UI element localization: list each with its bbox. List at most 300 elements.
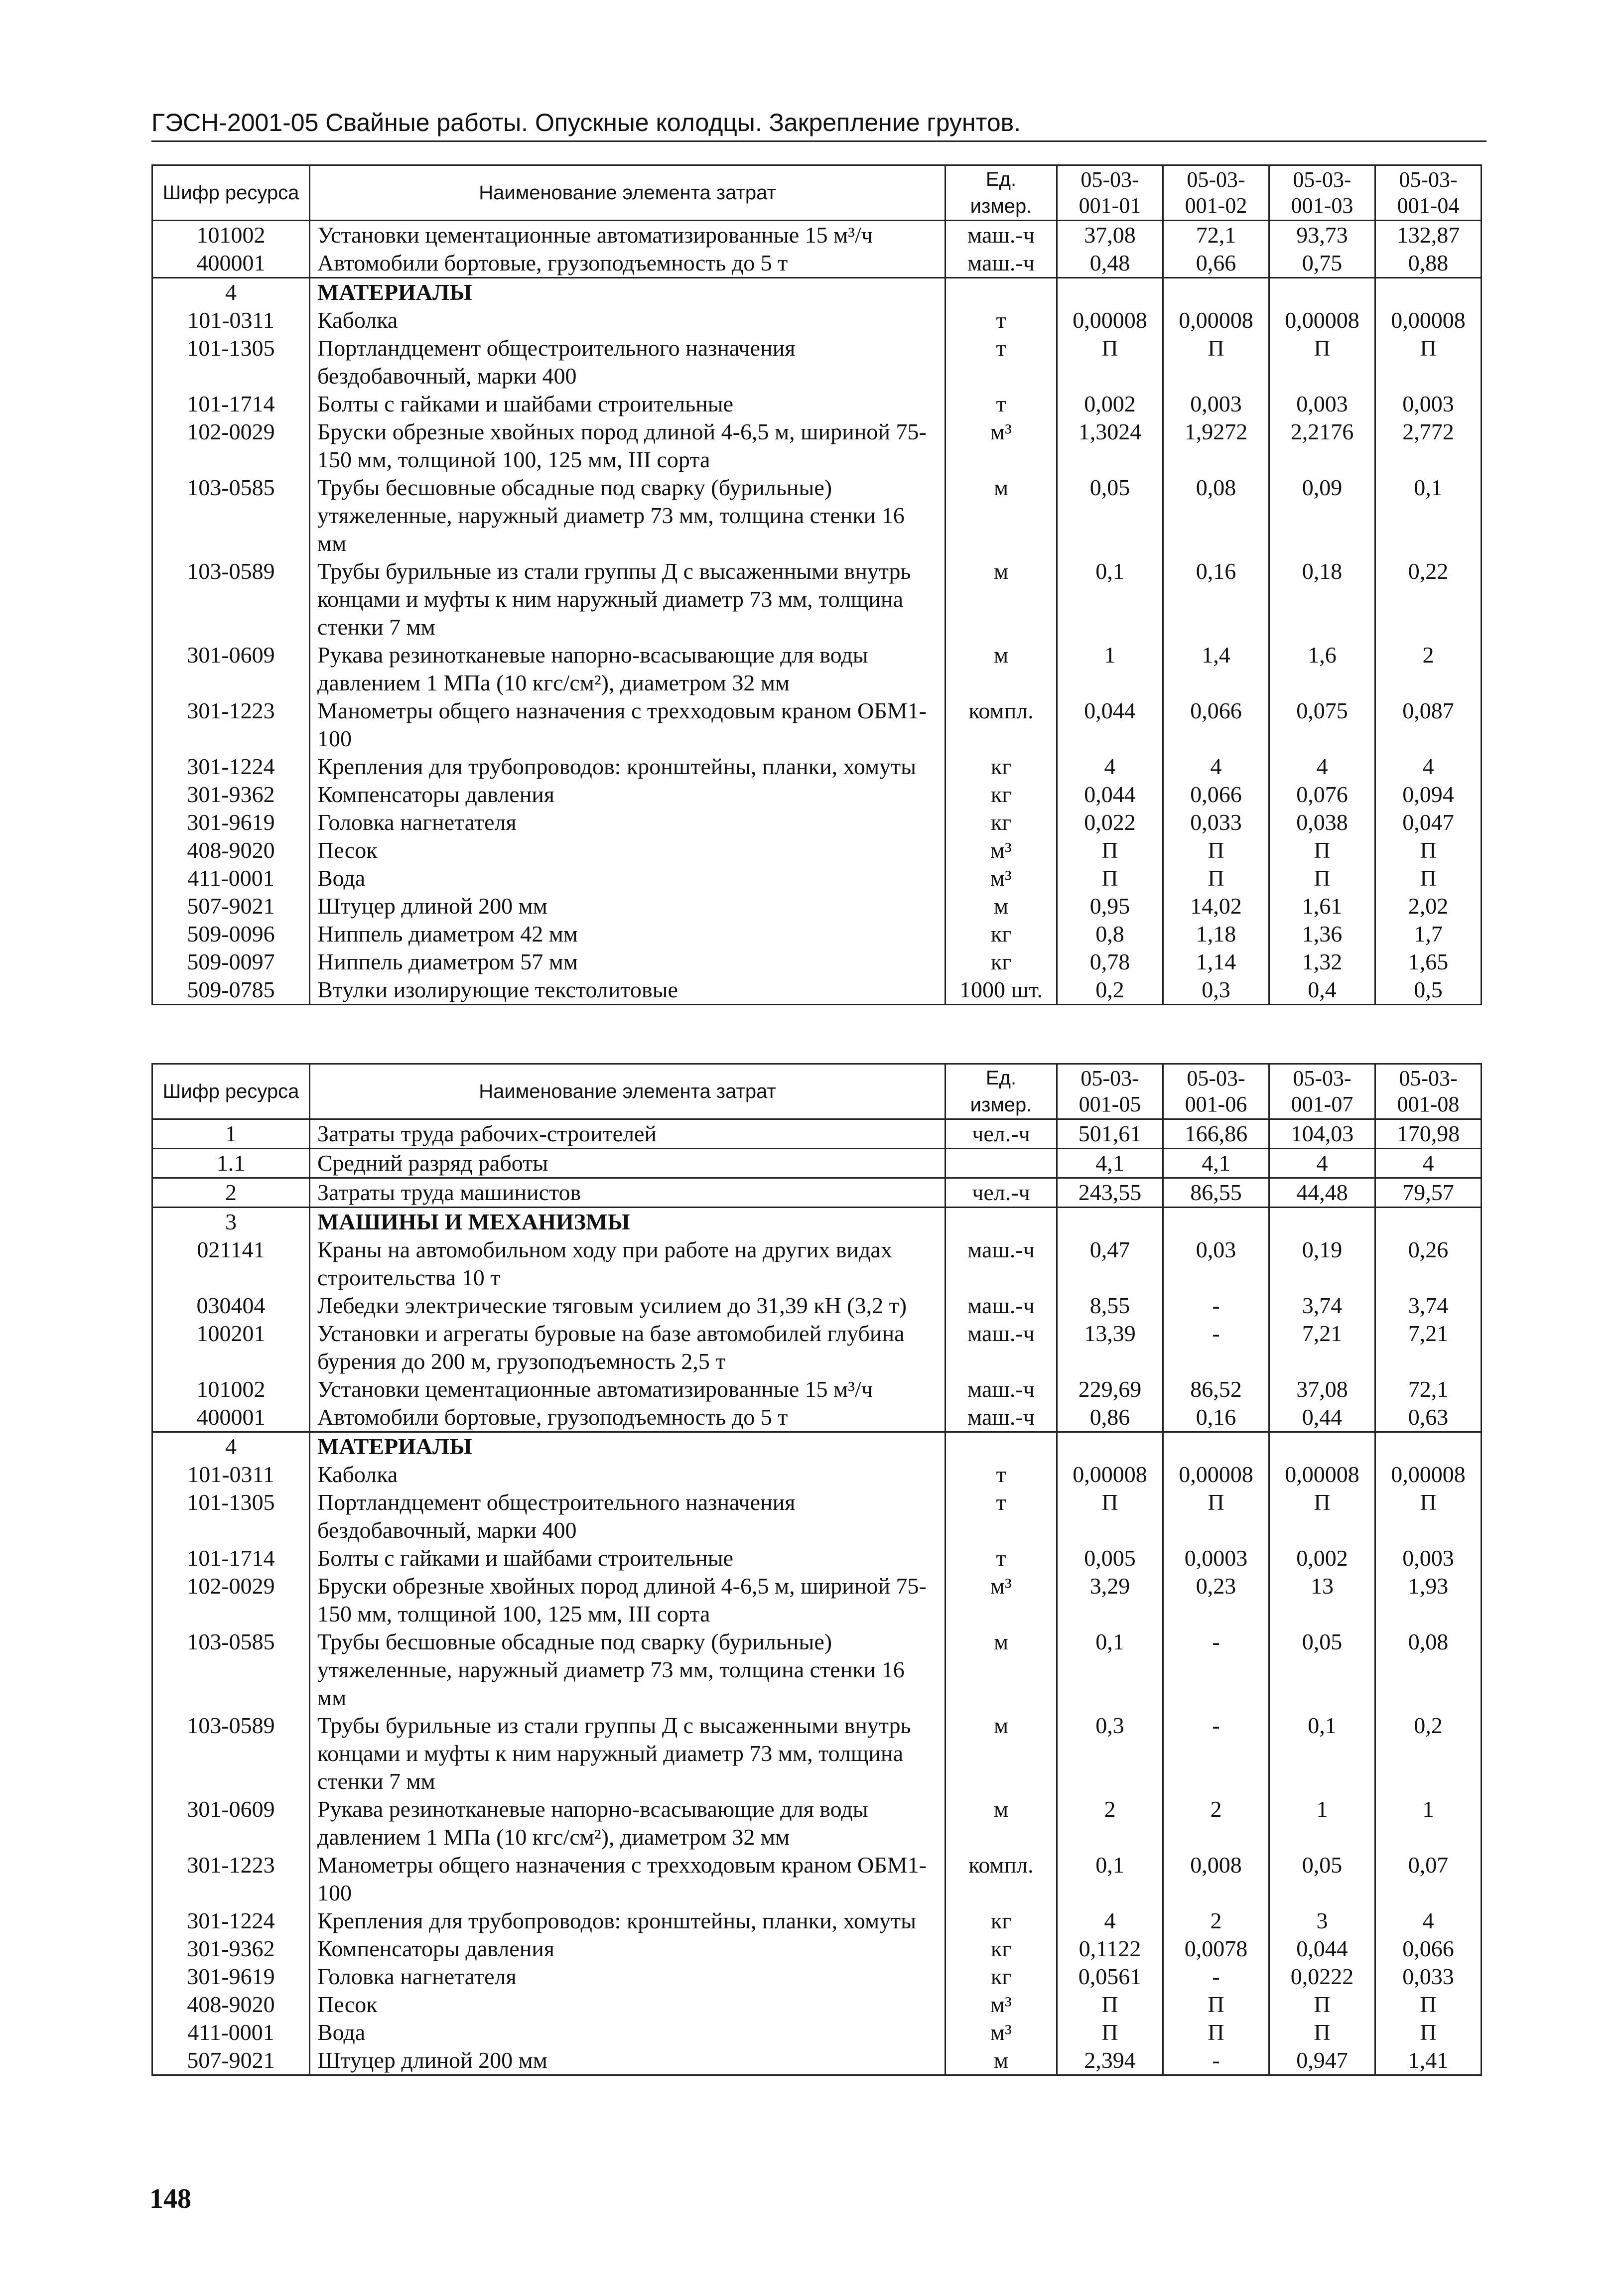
value-cell: П — [1269, 1991, 1375, 2019]
value-cell: 0,3 — [1057, 1712, 1163, 1795]
value-cell: 0,48 — [1057, 249, 1163, 278]
value-cell: 2 — [1163, 1795, 1269, 1851]
resource-code: 411-0001 — [152, 2019, 310, 2046]
unit-of-measure: маш.-ч — [946, 1403, 1057, 1432]
unit-of-measure: т — [946, 306, 1057, 334]
value-cell: 0,0078 — [1163, 1935, 1269, 1963]
value-cell: 0,00008 — [1057, 1461, 1163, 1488]
value-cell: 0,044 — [1269, 1935, 1375, 1963]
resource-code: 4 — [152, 278, 310, 307]
value-cell: 0,947 — [1269, 2046, 1375, 2075]
value-cell: П — [1269, 1488, 1375, 1544]
value-cell: 0,18 — [1269, 557, 1375, 641]
resource-code: 101002 — [152, 221, 310, 250]
table-row — [152, 976, 1482, 1005]
value-cell: 0,075 — [1269, 697, 1375, 753]
value-cell: 0,044 — [1057, 781, 1163, 809]
table-row — [152, 781, 1482, 809]
value-cell: 170,98 — [1375, 1119, 1482, 1149]
header-code: Шифр ресурса — [152, 1064, 310, 1119]
value-cell: 0,1122 — [1057, 1935, 1163, 1963]
value-cell: 0,0222 — [1269, 1963, 1375, 1991]
table-row — [152, 1403, 1482, 1432]
value-cell: 0,2 — [1375, 1712, 1482, 1795]
resource-code: 301-9362 — [152, 1935, 310, 1963]
value-cell: 0,003 — [1375, 1544, 1482, 1572]
unit-of-measure: м — [946, 1795, 1057, 1851]
value-cell: 0,78 — [1057, 948, 1163, 976]
value-cell: - — [1163, 1712, 1269, 1795]
value-cell: - — [1163, 1320, 1269, 1375]
unit-of-measure: кг — [946, 1963, 1057, 1991]
header-col-2: 05-03-001-02 — [1163, 165, 1269, 221]
table-row — [152, 2019, 1482, 2046]
value-cell: 37,08 — [1057, 221, 1163, 250]
resource-name: Вода — [310, 2019, 946, 2046]
unit-of-measure: м³ — [946, 836, 1057, 864]
value-cell: 0,003 — [1269, 390, 1375, 418]
unit-of-measure: маш.-ч — [946, 1236, 1057, 1292]
table-row — [152, 557, 1482, 641]
value-cell — [1057, 1208, 1163, 1236]
value-cell: 0,8 — [1057, 920, 1163, 948]
unit-of-measure: кг — [946, 781, 1057, 809]
value-cell: 4 — [1375, 753, 1482, 781]
value-cell: 0,1 — [1057, 557, 1163, 641]
resource-name: Установки цементационные автоматизированные 15 м³/ч — [310, 1375, 946, 1403]
value-cell: П — [1269, 2019, 1375, 2046]
value-cell: 2,2176 — [1269, 418, 1375, 474]
table-row — [152, 334, 1482, 390]
resource-name: Компенсаторы давления — [310, 781, 946, 809]
value-cell: П — [1057, 334, 1163, 390]
unit-of-measure: 1000 шт. — [946, 976, 1057, 1005]
resource-code: 102-0029 — [152, 418, 310, 474]
table-row — [152, 390, 1482, 418]
value-cell: 0,066 — [1163, 697, 1269, 753]
resource-code: 507-9021 — [152, 2046, 310, 2075]
value-cell: 93,73 — [1269, 221, 1375, 250]
resource-name: Установки цементационные автоматизированные 15 м³/ч — [310, 221, 946, 250]
header-unit: Ед. измер. — [946, 165, 1057, 221]
value-cell: 3,74 — [1269, 1292, 1375, 1320]
value-cell — [1163, 278, 1269, 307]
unit-of-measure: м — [946, 2046, 1057, 2075]
header-col-2: 05-03-001-06 — [1163, 1064, 1269, 1119]
table-row — [152, 641, 1482, 697]
resource-name: Установки и агрегаты буровые на базе автомобилей глубина бурения до 200 м, грузоподъемность 2,5 т — [310, 1320, 946, 1375]
value-cell: 0,00008 — [1375, 306, 1482, 334]
resource-name: Трубы бесшовные обсадные под сварку (бурильные) утяжеленные, наружный диаметр 73 мм, толщина стенки 16 мм — [310, 474, 946, 557]
resource-code: 101-1714 — [152, 1544, 310, 1572]
value-cell: П — [1375, 836, 1482, 864]
resource-name: Бруски обрезные хвойных пород длиной 4-6,5 м, шириной 75-150 мм, толщиной 100, 125 мм, III сорта — [310, 1572, 946, 1628]
resource-name: Песок — [310, 1991, 946, 2019]
table-row — [152, 892, 1482, 920]
value-cell: П — [1375, 864, 1482, 892]
resource-code: 301-1223 — [152, 1851, 310, 1907]
resource-name: Головка нагнетателя — [310, 1963, 946, 1991]
value-cell: 0,038 — [1269, 809, 1375, 836]
resource-code: 2 — [152, 1178, 310, 1208]
value-cell — [1057, 1432, 1163, 1461]
resource-code: 301-9619 — [152, 809, 310, 836]
unit-of-measure: маш.-ч — [946, 1375, 1057, 1403]
unit-of-measure: м³ — [946, 1572, 1057, 1628]
resource-code: 101-0311 — [152, 1461, 310, 1488]
value-cell: П — [1269, 836, 1375, 864]
value-cell: 1,7 — [1375, 920, 1482, 948]
resource-name: Ниппель диаметром 57 мм — [310, 948, 946, 976]
table-row — [152, 1712, 1482, 1795]
value-cell: 0,00008 — [1375, 1461, 1482, 1488]
resource-name: Компенсаторы давления — [310, 1935, 946, 1963]
value-cell — [1163, 1208, 1269, 1236]
value-cell: 1,61 — [1269, 892, 1375, 920]
table-row — [152, 1907, 1482, 1935]
resource-name: Болты с гайками и шайбами строительные — [310, 390, 946, 418]
resource-code: 301-1224 — [152, 1907, 310, 1935]
value-cell: П — [1375, 1991, 1482, 2019]
table-row — [152, 1236, 1482, 1292]
value-cell: 1,36 — [1269, 920, 1375, 948]
value-cell: 0,5 — [1375, 976, 1482, 1005]
value-cell: 0,16 — [1163, 557, 1269, 641]
value-cell: 37,08 — [1269, 1375, 1375, 1403]
value-cell: 0,008 — [1163, 1851, 1269, 1907]
value-cell: 0,16 — [1163, 1403, 1269, 1432]
resource-name: Каболка — [310, 306, 946, 334]
resource-code: 301-9362 — [152, 781, 310, 809]
value-cell: 0,066 — [1163, 781, 1269, 809]
unit-of-measure: чел.-ч — [946, 1119, 1057, 1149]
value-cell: П — [1269, 334, 1375, 390]
value-cell: П — [1163, 1991, 1269, 2019]
resource-name: Штуцер длиной 200 мм — [310, 2046, 946, 2075]
value-cell: 4 — [1269, 753, 1375, 781]
unit-of-measure: кг — [946, 1935, 1057, 1963]
value-cell: 1,6 — [1269, 641, 1375, 697]
table-row — [152, 1178, 1482, 1208]
value-cell: П — [1269, 864, 1375, 892]
resource-code: 3 — [152, 1208, 310, 1236]
value-cell: 4 — [1375, 1907, 1482, 1935]
value-cell: П — [1163, 1488, 1269, 1544]
value-cell: П — [1163, 334, 1269, 390]
resource-code: 1.1 — [152, 1149, 310, 1178]
unit-of-measure: т — [946, 1488, 1057, 1544]
resource-code: 100201 — [152, 1320, 310, 1375]
value-cell: 2 — [1057, 1795, 1163, 1851]
value-cell: 8,55 — [1057, 1292, 1163, 1320]
value-cell: 1,3024 — [1057, 418, 1163, 474]
resource-name: Портландцемент общестроительного назначения бездобавочный, марки 400 — [310, 1488, 946, 1544]
unit-of-measure: кг — [946, 948, 1057, 976]
resource-name: Каболка — [310, 1461, 946, 1488]
value-cell: 0,19 — [1269, 1236, 1375, 1292]
unit-of-measure: м — [946, 1628, 1057, 1712]
value-cell: 0,1 — [1057, 1851, 1163, 1907]
value-cell: 4 — [1375, 1149, 1482, 1178]
value-cell: 0,05 — [1057, 474, 1163, 557]
table-row — [152, 920, 1482, 948]
resource-name: Крепления для трубопроводов: кронштейны, планки, хомуты — [310, 1907, 946, 1935]
resource-code: 103-0585 — [152, 474, 310, 557]
resource-name: Рукава резинотканевые напорно-всасывающие для воды давлением 1 МПа (10 кгс/см²), диаметром 32 мм — [310, 641, 946, 697]
unit-of-measure: компл. — [946, 1851, 1057, 1907]
section-row — [152, 1208, 1482, 1236]
resource-code: 408-9020 — [152, 836, 310, 864]
resource-name: Манометры общего назначения с трехходовым краном ОБМ1-100 — [310, 1851, 946, 1907]
unit-of-measure: т — [946, 390, 1057, 418]
unit-of-measure: кг — [946, 753, 1057, 781]
table-row — [152, 474, 1482, 557]
value-cell: 4 — [1057, 753, 1163, 781]
value-cell: 0,002 — [1057, 390, 1163, 418]
value-cell: 2,02 — [1375, 892, 1482, 920]
value-cell: П — [1163, 2019, 1269, 2046]
resource-code: 101002 — [152, 1375, 310, 1403]
value-cell: 0,066 — [1375, 1935, 1482, 1963]
value-cell: 0,08 — [1163, 474, 1269, 557]
resource-name: Лебедки электрические тяговым усилием до 31,39 кН (3,2 т) — [310, 1292, 946, 1320]
value-cell: 2 — [1163, 1907, 1269, 1935]
value-cell: 1 — [1057, 641, 1163, 697]
value-cell: 0,003 — [1375, 390, 1482, 418]
header-col-1: 05-03-001-05 — [1057, 1064, 1163, 1119]
value-cell — [1269, 1432, 1375, 1461]
value-cell: 4 — [1269, 1149, 1375, 1178]
unit-of-measure — [946, 1432, 1057, 1461]
table-row — [152, 948, 1482, 976]
value-cell: 229,69 — [1057, 1375, 1163, 1403]
value-cell: П — [1163, 864, 1269, 892]
resource-code: 411-0001 — [152, 864, 310, 892]
resource-code: 400001 — [152, 1403, 310, 1432]
unit-of-measure: компл. — [946, 697, 1057, 753]
value-cell: 72,1 — [1375, 1375, 1482, 1403]
header-col-4: 05-03-001-04 — [1375, 165, 1482, 221]
resource-name: Затраты труда машинистов — [310, 1178, 946, 1208]
value-cell: 0,63 — [1375, 1403, 1482, 1432]
value-cell: 0,0003 — [1163, 1544, 1269, 1572]
table-row — [152, 697, 1482, 753]
table-row — [152, 864, 1482, 892]
value-cell: 2,772 — [1375, 418, 1482, 474]
value-cell: 72,1 — [1163, 221, 1269, 250]
unit-of-measure: м³ — [946, 418, 1057, 474]
value-cell: - — [1163, 1628, 1269, 1712]
resource-code: 301-1224 — [152, 753, 310, 781]
unit-of-measure: кг — [946, 809, 1057, 836]
value-cell: 4,1 — [1057, 1149, 1163, 1178]
value-cell: - — [1163, 2046, 1269, 2075]
header-col-3: 05-03-001-03 — [1269, 165, 1375, 221]
unit-of-measure: маш.-ч — [946, 221, 1057, 250]
table-row — [152, 1461, 1482, 1488]
resource-name: Затраты труда рабочих-строителей — [310, 1119, 946, 1149]
section-title: МАШИНЫ И МЕХАНИЗМЫ — [310, 1208, 946, 1236]
value-cell: 86,55 — [1163, 1178, 1269, 1208]
resource-name: Средний разряд работы — [310, 1149, 946, 1178]
value-cell: 0,033 — [1163, 809, 1269, 836]
value-cell: 0,00008 — [1269, 306, 1375, 334]
resource-code: 101-1714 — [152, 390, 310, 418]
resource-name: Бруски обрезные хвойных пород длиной 4-6,5 м, шириной 75-150 мм, толщиной 100, 125 мм, III сорта — [310, 418, 946, 474]
value-cell: 0,07 — [1375, 1851, 1482, 1907]
value-cell: 2,394 — [1057, 2046, 1163, 2075]
value-cell: 0,1 — [1057, 1628, 1163, 1712]
resource-code: 101-0311 — [152, 306, 310, 334]
value-cell: 0,087 — [1375, 697, 1482, 753]
value-cell: П — [1057, 1991, 1163, 2019]
resource-code: 4 — [152, 1432, 310, 1461]
value-cell: 0,05 — [1269, 1851, 1375, 1907]
resource-code: 301-0609 — [152, 1795, 310, 1851]
table-row — [152, 221, 1482, 250]
value-cell: 0,95 — [1057, 892, 1163, 920]
value-cell: 0,26 — [1375, 1236, 1482, 1292]
resource-code: 408-9020 — [152, 1991, 310, 2019]
value-cell: 4 — [1057, 1907, 1163, 1935]
resource-code: 030404 — [152, 1292, 310, 1320]
value-cell: - — [1163, 1963, 1269, 1991]
value-cell: 0,1 — [1375, 474, 1482, 557]
value-cell: - — [1163, 1292, 1269, 1320]
header-col-4: 05-03-001-08 — [1375, 1064, 1482, 1119]
value-cell: 0,86 — [1057, 1403, 1163, 1432]
value-cell: 4 — [1163, 753, 1269, 781]
value-cell: 1,65 — [1375, 948, 1482, 976]
value-cell — [1375, 1208, 1482, 1236]
value-cell: П — [1057, 864, 1163, 892]
resource-code: 509-0097 — [152, 948, 310, 976]
resource-code: 103-0589 — [152, 557, 310, 641]
value-cell: 0,2 — [1057, 976, 1163, 1005]
table-row — [152, 1991, 1482, 2019]
unit-of-measure: м — [946, 641, 1057, 697]
value-cell: 0,44 — [1269, 1403, 1375, 1432]
unit-of-measure: м — [946, 474, 1057, 557]
value-cell: 13 — [1269, 1572, 1375, 1628]
resource-name: Манометры общего назначения с трехходовым краном ОБМ1-100 — [310, 697, 946, 753]
value-cell: 0,00008 — [1163, 1461, 1269, 1488]
unit-of-measure: м³ — [946, 1991, 1057, 2019]
header-col-3: 05-03-001-07 — [1269, 1064, 1375, 1119]
section-title: МАТЕРИАЛЫ — [310, 1432, 946, 1461]
unit-of-measure: м³ — [946, 2019, 1057, 2046]
value-cell: 0,00008 — [1163, 306, 1269, 334]
value-cell: 3 — [1269, 1907, 1375, 1935]
value-cell: 0,047 — [1375, 809, 1482, 836]
value-cell: 0,05 — [1269, 1628, 1375, 1712]
value-cell: 1 — [1375, 1795, 1482, 1851]
value-cell: 0,00008 — [1057, 306, 1163, 334]
value-cell: 4,1 — [1163, 1149, 1269, 1178]
resource-name: Краны на автомобильном ходу при работе на других видах строительства 10 т — [310, 1236, 946, 1292]
value-cell: 0,003 — [1163, 390, 1269, 418]
value-cell — [1375, 1432, 1482, 1461]
resource-name: Трубы бурильные из стали группы Д с высаженными внутрь концами и муфты к ним наружный диаметр 73 мм, толщина стенки 7 мм — [310, 1712, 946, 1795]
table-row — [152, 1963, 1482, 1991]
value-cell: 243,55 — [1057, 1178, 1163, 1208]
unit-of-measure: кг — [946, 920, 1057, 948]
resource-code: 509-0785 — [152, 976, 310, 1005]
value-cell: П — [1057, 1488, 1163, 1544]
value-cell: 0,22 — [1375, 557, 1482, 641]
value-cell: 1,18 — [1163, 920, 1269, 948]
unit-of-measure: м — [946, 557, 1057, 641]
value-cell: П — [1163, 836, 1269, 864]
resource-code: 509-0096 — [152, 920, 310, 948]
value-cell: 0,00008 — [1269, 1461, 1375, 1488]
resource-name: Трубы бурильные из стали группы Д с высаженными внутрь концами и муфты к ним наружный диаметр 73 мм, толщина стенки 7 мм — [310, 557, 946, 641]
resource-code: 021141 — [152, 1236, 310, 1292]
value-cell: 13,39 — [1057, 1320, 1163, 1375]
resource-name: Головка нагнетателя — [310, 809, 946, 836]
table-row — [152, 249, 1482, 278]
unit-of-measure: кг — [946, 1907, 1057, 1935]
value-cell: 0,0561 — [1057, 1963, 1163, 1991]
resource-code: 1 — [152, 1119, 310, 1149]
value-cell: 44,48 — [1269, 1178, 1375, 1208]
resource-name: Втулки изолирующие текстолитовые — [310, 976, 946, 1005]
resource-name: Ниппель диаметром 42 мм — [310, 920, 946, 948]
resource-code: 507-9021 — [152, 892, 310, 920]
unit-of-measure: маш.-ч — [946, 1292, 1057, 1320]
value-cell — [1269, 1208, 1375, 1236]
resource-code: 103-0585 — [152, 1628, 310, 1712]
resource-name: Болты с гайками и шайбами строительные — [310, 1544, 946, 1572]
value-cell: 2 — [1375, 641, 1482, 697]
value-cell — [1057, 278, 1163, 307]
table-row — [152, 1851, 1482, 1907]
page-header: ГЭСН-2001-05 Свайные работы. Опускные колодцы. Закрепление грунтов. — [151, 108, 1487, 142]
table-row — [152, 1149, 1482, 1178]
table-row — [152, 1488, 1482, 1544]
value-cell: 1 — [1269, 1795, 1375, 1851]
section-row — [152, 1432, 1482, 1461]
resource-name: Портландцемент общестроительного назначения бездобавочный, марки 400 — [310, 334, 946, 390]
value-cell: 1,9272 — [1163, 418, 1269, 474]
value-cell — [1163, 1432, 1269, 1461]
value-cell: 0,005 — [1057, 1544, 1163, 1572]
value-cell: 0,47 — [1057, 1236, 1163, 1292]
value-cell: 0,66 — [1163, 249, 1269, 278]
table-row — [152, 836, 1482, 864]
value-cell: П — [1375, 334, 1482, 390]
resource-name: Штуцер длиной 200 мм — [310, 892, 946, 920]
table-row — [152, 753, 1482, 781]
value-cell: 0,09 — [1269, 474, 1375, 557]
unit-of-measure: м³ — [946, 864, 1057, 892]
table-row — [152, 1628, 1482, 1712]
page-number: 148 — [149, 2183, 191, 2214]
value-cell: 0,094 — [1375, 781, 1482, 809]
value-cell: 104,03 — [1269, 1119, 1375, 1149]
value-cell: 0,022 — [1057, 809, 1163, 836]
unit-of-measure: т — [946, 1544, 1057, 1572]
value-cell: 0,076 — [1269, 781, 1375, 809]
resource-code: 102-0029 — [152, 1572, 310, 1628]
value-cell: 166,86 — [1163, 1119, 1269, 1149]
value-cell: 0,3 — [1163, 976, 1269, 1005]
table-row — [152, 1119, 1482, 1149]
value-cell: 7,21 — [1375, 1320, 1482, 1375]
unit-of-measure — [946, 278, 1057, 307]
value-cell: П — [1375, 2019, 1482, 2046]
table-row — [152, 306, 1482, 334]
